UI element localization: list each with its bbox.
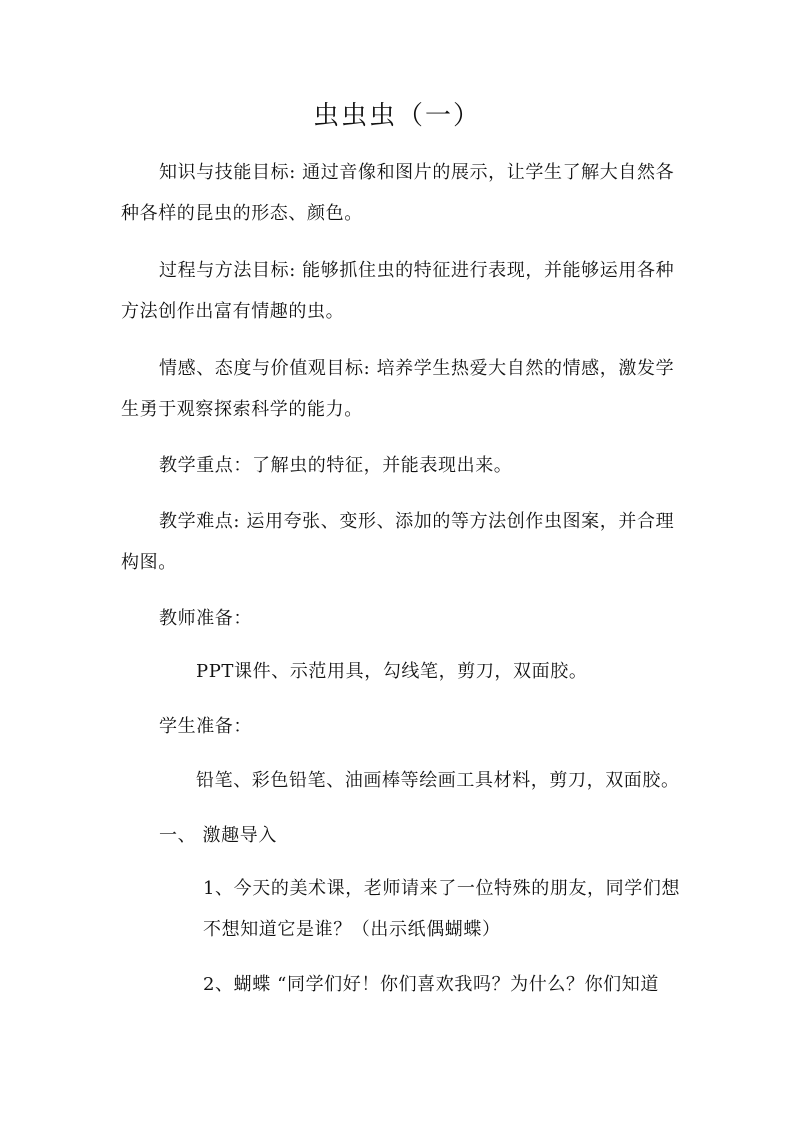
teacher-prep-heading: 教师准备： (159, 608, 252, 629)
intro-step-1-line-1: 1、今天的美术课，老师请来了一位特殊的朋友，同学们想 (203, 878, 681, 899)
teacher-prep-items: PPT课件、示范用具，勾线笔，剪刀，双面胶。 (196, 661, 588, 682)
objective-emotion-line-2: 生勇于观察探索科学的能力。 (121, 399, 363, 420)
document-title: 虫虫虫（一） (312, 101, 481, 131)
teaching-focus: 教学重点：了解虫的特征，并能表现出来。 (159, 455, 513, 476)
objective-process-line-2: 方法创作出富有情趣的虫。 (121, 301, 345, 322)
teaching-difficulty-line-1: 教学难点: 运用夸张、变形、添加的等方法创作虫图案，并合理 (159, 511, 675, 532)
intro-step-2-line-1: 2、蝴蝶 “同学们好！你们喜欢我吗？为什么？你们知道 (203, 974, 659, 995)
intro-step-1-line-2: 不想知道它是谁？（出示纸偶蝴蝶） (203, 919, 501, 940)
teaching-difficulty-line-2: 构图。 (121, 552, 177, 573)
section-heading-intro: 一、 激趣导入 (159, 825, 277, 846)
objective-knowledge-line-2: 种各样的昆虫的形态、颜色。 (121, 203, 363, 224)
objective-process-line-1: 过程与方法目标: 能够抓住虫的特征进行表现，并能够运用各种 (159, 260, 675, 281)
student-prep-items: 铅笔、彩色铅笔、油画棒等绘画工具材料，剪刀，双面胶。 (196, 770, 680, 791)
objective-knowledge-line-1: 知识与技能目标: 通过音像和图片的展示，让学生了解大自然各 (159, 162, 675, 183)
objective-emotion-line-1: 情感、态度与价值观目标: 培养学生热爱大自然的情感，激发学 (159, 358, 675, 379)
student-prep-heading: 学生准备： (159, 716, 252, 737)
